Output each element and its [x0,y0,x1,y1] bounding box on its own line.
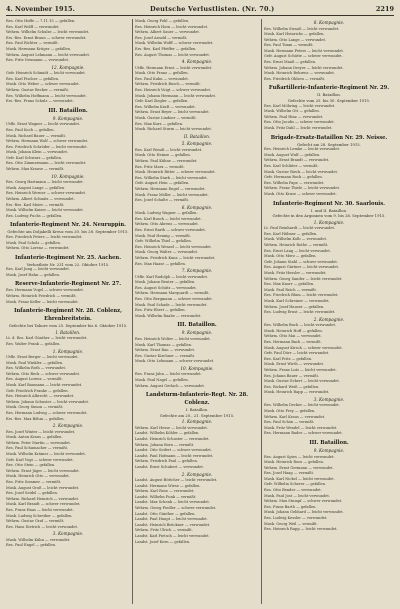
casualty-entry: Res. Josef Arnold — vermißt. [135,35,188,40]
casualty-entry: Landst. Otto Seifert — schwer verwundet. [135,448,212,453]
casualty-entry: Wehrm. Otto Beck — schwer verwundet. [6,371,81,376]
regiment-subheading: I. Bataillon. [185,407,209,413]
casualty-entry: Res. Walter Frank — gefallen. [6,341,61,346]
casualty-entry: Musk. Hermann Peters — leicht verwundet. [264,48,344,53]
casualty-entry: Gefr. Hermann Bock — gefallen. [264,175,323,180]
casualty-entry: Musk. Wilhelm Krämer — leicht verwundet. [6,452,86,457]
casualty-entry: Musk. Karl Schreiner — verwundet. [264,298,330,303]
casualty-entry: Wehrm. Friedrich Kunz — leicht verwundet. [135,255,216,260]
casualty-entry: Res. Friedrich Ohlsen — vermißt. [264,76,326,81]
casualty-entry: Ers.-Res. Karl Meier — vermißt. [6,202,65,207]
casualty-entry: Res. Josef Haag — vermißt. [264,471,315,476]
regiment-heading: III. Bataillon. [177,322,217,329]
casualty-entry: Wehrm. Otto Lange — verwundet. [264,37,327,42]
casualty-entry: Wehrm. Max Stumpf — schwer verwundet. [264,499,343,504]
casualty-entry: Musk. Heinrich Ritter — schwer verwundet. [135,170,216,175]
casualty-entry: Ers.-Res. Karl Pfeiffer — gefallen. [135,46,197,51]
casualty-entry: Res. August Spies — leicht verwundet. [264,454,335,459]
regiment-heading: Infanterie-Regiment Nr. 30. Saarlouis. [273,200,385,207]
casualty-entry: Landst. Karl Pietsch — leicht verwundet. [135,534,210,539]
company-heading: 10. Kompagnie. [180,365,214,371]
casualty-entry: Wehrm. August Lehmann — leicht verwundet. [6,52,91,57]
casualty-entry: Musk. Gustav Rieck — leicht verwundet. [264,169,339,174]
casualty-entry: Res. Karl Busch — leicht verwundet. [135,216,202,221]
casualty-entry: Wehrm. Ernst Rau — verwundet. [135,348,196,353]
casualty-entry: Res. Hermann Ludwig — schwer verwundet. [6,410,88,415]
company-heading: 3. Kompagnie. [313,396,345,402]
casualty-entry: Res. August Lorenz — vermißt. [6,377,63,382]
casualty-entry: Landst. Heinrich Brückner — verwundet. [135,522,211,527]
casualty-entry: Res. Franz Jahn — leicht verwundet. [135,372,202,377]
casualty-entry: Ers.-Res. Ernst Braun — schwer verwundet. [6,35,87,40]
casualty-entry: Musk. Johann Reuter — gefallen. [135,280,196,285]
casualty-entry: Musk. Hermann Krüger — gefallen. [6,46,72,51]
casualty-entry: Wehrm. August Gerlach — verwundet. [135,383,206,388]
regiment-heading: III. Bataillon. [48,107,88,114]
casualty-entry: Res. Paul Timm — vermißt. [264,43,314,48]
casualty-entry: Landst. Otto Günther — gefallen. [135,511,196,516]
casualty-entry: Wehrm. Otto Ahrens — verwundet. [135,222,199,227]
casualty-entry: Musk. Wilhelm Kolb — verwundet. [264,237,328,242]
company-heading: 9. Kompagnie. [313,448,345,453]
casualty-entry: Wehrm. Georg Sander — leicht verwundet. [264,276,343,281]
casualty-entry: Wehrm. Albert Schmitz — verwundet. [6,196,75,201]
regiment-subheading: Gefecht am 28. September 1915. [297,141,361,147]
casualty-entry: Res. August Thomas — leicht verwundet. [135,52,210,57]
casualty-entry: Wehrm. Hermann Marquardt — vermißt. [135,291,210,296]
casualty-entry: Musk. Karl Nickel — leicht verwundet. [264,476,335,481]
casualty-entry: Res. Richard Weiß — gefallen. [264,384,320,389]
casualty-entry: Lt. d. Res. Karl Günther — leicht verwundet. [6,336,88,341]
casualty-entry: Res. Paul Engel — gefallen. [6,543,57,548]
casualty-entry: Musk. Otto Lehmann — schwer verwundet. [135,359,215,364]
casualty-entry: Musk. Johann Hermann — leicht verwundet. [135,93,217,98]
casualty-entry: Musk. Otto Franz — gefallen. [135,71,189,76]
casualty-entry: Wehrm. Gustav Becker — vermißt. [6,88,70,93]
casualty-entry: Wehrm. Otto Mai — verwundet. [264,334,322,339]
casualty-entry: Gefr. Friedrich Franke — gefallen. [6,388,69,393]
company-heading: 6. Kompagnie. [181,204,213,210]
casualty-entry: Res. Wilhelm Kraft — verwundet. [135,104,196,109]
casualty-entry: Res. Paul Schumacher — vermißt. [6,446,69,451]
casualty-entry: Utffz. Ernst Berger — leicht verwundet. [6,355,79,360]
casualty-entry: Wehrm. Hermann Wolf — schwer verwundet. [6,139,89,144]
company-heading: 9. Kompagnie. [52,115,84,121]
casualty-entry: Landst. Paul Haupt — leicht verwundet. [135,517,208,522]
casualty-entry: Gefr. Karl Ziegler — gefallen. [135,99,189,104]
casualty-entry: Wehrm. Friedrich Paul — gefallen. [135,459,198,464]
casualty-entry: Wehrm. Ernst Brandt — verwundet. [264,158,330,163]
casualty-entry: Musk. Otto Merz — gefallen. [264,254,317,259]
casualty-entry: Musk. Anton Kraus — gefallen. [6,435,63,440]
casualty-entry: Musk. Karl Thomas — gefallen. [135,342,193,347]
regiment-heading: Fußartillerie-Infanterie-Regiment Nr. 29. [268,85,390,92]
casualty-entry: Wehrm. Franz Lutz — leicht verwundet. [264,367,337,372]
casualty-entry: Wehrm. Friedrich Busch — vermißt. [135,82,201,87]
casualty-entry: Wehrm. Georg Fiedler — schwer verwundet. [135,506,217,511]
casualty-entry: Musk. Wilhelm Raabe — verwundet. [135,313,202,318]
page-header [6,3,394,16]
casualty-entry: Wehrm. Karl Kraus — verwundet. [264,414,326,419]
casualty-entry: Gefr. Wilhelm Scherer — gefallen. [264,482,327,487]
casualty-entry: Landst. Josef Kern — gefallen. [135,539,191,544]
regiment-heading: Landsturm-Infanterie-Regt. Nr. 28. Coblenz. [145,392,249,407]
casualty-entry: Wehrm. Ernst Germann — verwundet. [264,465,334,470]
casualty-entry: Musk. August Groß — leicht verwundet. [6,485,80,490]
casualty-entry: Res. Otto Bender — verwundet. [264,488,322,493]
casualty-entry: Musk. Fritz Dahl — leicht verwundet. [264,126,333,130]
casualty-entry: Res. Heinrich Horn — leicht verwundet. [135,24,209,29]
company-heading: 12. Kompagnie. [51,64,85,70]
casualty-entry: Musk. Karl Baumann — leicht verwundet. [6,383,83,387]
company-heading: 4. Kompagnie. [181,59,213,65]
casualty-entry: Res. August Gärtner — leicht verwundet. [264,265,340,270]
casualty-entry: Res. Wilhelm Strauß — leicht verwundet. [264,26,340,31]
casualty-entry: Res. Josef Schulte — vermißt. [135,198,190,203]
casualty-entry: Utffz. Hermann Ernst — leicht verwundet. [135,65,213,70]
casualty-entry: Res. Gustav Kirchner — vermißt. [135,353,196,358]
casualty-entry: Musk. Johann Gebhard — leicht verwundet. [264,510,344,515]
casualty-entry: Res. Karl Jung — leicht verwundet. [6,267,70,272]
casualty-entry: Gefr. Paul Dörr — leicht verwundet. [264,351,330,356]
casualty-entry: Gefr. Heinrich Schmidt — leicht verwundet. [6,71,86,76]
casualty-entry: Res. Wilhelm Hoffmann — leicht verwundet. [6,93,87,98]
casualty-entry: Res. Hermann Bach — vermißt. [264,340,322,344]
company-heading: I. Bataillon. [55,329,81,335]
casualty-entry: Res. Wilhelm Stark — leicht verwundet. [135,175,208,180]
casualty-entry: Wehrm. Gustav Graf — vermißt. [6,519,65,524]
casualty-entry: Musk. Heinrich Hoff — gefallen. [264,328,323,333]
casualty-entry: Res. Fritz Marx — vermißt. [135,164,185,169]
casualty-entry: Musk. Paul Jost — leicht verwundet. [264,493,331,498]
casualty-entry: Musk. Georg Pohl — gefallen. [135,19,190,23]
casualty-entry: Res. Franz Barth — gefallen. [264,504,317,509]
regiment-subheading: Verlustliste Nr. 231 vom 22. Oktober 1915. [26,261,110,267]
casualty-entry: Res. Ernst Barth — schwer verwundet. [135,228,207,232]
page-number: 2219 [375,5,394,13]
casualty-entry: Res. Josef Seidel — gefallen. [6,491,58,496]
casualty-entry: Res. Paul Richter — vermißt. [6,41,59,46]
casualty-entry: Landst. August Böttcher — leicht verwundet. [135,478,218,483]
casualty-entry: Res. Friedrich Schröder — leicht verwundet. [6,144,88,149]
casualty-entry: Res. Heinrich Albrecht — verwundet. [6,394,75,399]
casualty-entry: Ers.-Res. Max Böhm — gefallen. [6,416,65,421]
casualty-entry: Musk. Otto Weber — schwer verwundet. [6,82,80,87]
casualty-entry: Res. Wilhelm Pape — verwundet. [264,180,325,185]
casualty-entry: Musk. Gustav Lindner — vermißt. [135,116,197,120]
casualty-entry: Landst. Max Schenk — leicht verwundet. [135,500,210,505]
casualty-entry: Wehrm. Johann Born — vermißt. [135,442,195,447]
casualty-entry: Musk. Georg Walter — verwundet. [135,250,199,255]
company-heading: 5. Kompagnie. [181,141,213,147]
casualty-entry: Musk. Josef Hahn — gefallen. [6,272,60,277]
casualty-entry: Musk. August Wulf — gefallen. [264,152,321,157]
casualty-entry: Musk. Karl Heinrichs — gefallen. [264,32,325,37]
newspaper-page [6,3,394,606]
casualty-entry: Res. Karl Hübner — gefallen. [264,231,318,236]
casualty-entry: Musk. Ludwig Schreiber — gefallen. [6,513,73,518]
regiment-subheading: Gefechte am Doljakelli Kreuz vom 20. bis 28. September 1915. [7,229,129,235]
column-divider [132,19,133,604]
casualty-entry: Wehrm. Paul Kühne — verwundet. [135,158,198,163]
casualty-entry: Wehrm. Johann Dreyer — leicht verwundet. [264,65,344,70]
casualty-entry: Wehrm. Paul Hinz — verwundet. [264,114,324,119]
casualty-entry: Res. Wilhelm Decker — leicht verwundet. [264,403,340,408]
casualty-entry: Res. August Schütz — verwundet. [135,285,197,290]
casualty-entry: Wehrm. Ernst Jäger — leicht verwundet. [6,468,80,473]
text-column-3 [264,19,394,604]
casualty-entry: Wehrm. Peter Martin — verwundet. [6,440,71,445]
casualty-entry: Res. Ernst Lang — leicht verwundet. [264,248,332,253]
regiment-subheading: I. und II. Bataillon. [310,207,348,213]
casualty-entry: Res. Paul Schön — vermißt. [264,420,315,425]
regiment-heading: Infanterie-Regiment Nr. 25. Aachen. [14,254,122,261]
regiment-subheading: II. Bataillon. [317,92,341,98]
casualty-entry: Musk. Karl Brandt — schwer verwundet. [6,502,81,507]
casualty-entry: Landst. Hermann Wiese — gefallen. [135,483,201,488]
casualty-entry: Landst. Wilhelm Köhler — gefallen. [135,431,200,436]
casualty-entry: Wehrm. Ernst Beyer — leicht verwundet. [135,110,210,115]
casualty-entry: Musk. Paul Scholz — gefallen. [6,240,61,245]
casualty-entry: Musk. Paul Schade — leicht verwundet. [135,302,208,307]
casualty-entry: Res. Otto Bergmann — schwer verwundet. [135,297,213,302]
casualty-entry: Gefr. August Schütte — schwer verwundet. [264,54,343,59]
casualty-entry: Musk. Paul Nagel — gefallen. [135,377,189,382]
company-heading: 2. Kompagnie. [52,423,84,429]
regiment-subheading: Gefechte vom 25. bis 30. September 1915. [287,98,371,104]
text-column-1 [6,19,130,604]
casualty-entry: Musk. Heinrich Roos — gefallen. [264,460,324,465]
casualty-entry: Res. Otto Hoffe — 7.11.15 — gefallen. [6,19,76,23]
casualty-entry: Wehrm. Richard Heinrich — verwundet. [6,496,80,501]
casualty-entry: Gefr. August Hein — gefallen. [135,181,190,186]
casualty-entry: Res. Georg Hartmann — leicht verwundet. [6,180,84,185]
casualty-entry: Wehrm. Otto Lorenz — verwundet. [6,246,70,251]
header-title: Deutsche Verlustlisten. (Nr. 70.) [150,5,275,13]
casualty-entry: Res. Karl Möhring — leicht verwundet. [264,103,336,108]
casualty-entry: Landst. Heinrich Schuster — verwundet. [135,437,210,442]
casualty-entry: Res. Paul Koch — gefallen. [6,127,55,132]
casualty-entry: Res. Ernst Maaß — gefallen. [264,60,317,65]
company-heading: 1. Kompagnie. [181,419,213,425]
casualty-entry: Gefr. Karl Schwarz — gefallen. [6,155,63,160]
regiment-subheading: Gefechte in den Argonnen vom 9. bis 26. September 1915. [272,213,386,219]
company-heading: 3. Kompagnie. [52,531,84,537]
casualty-entry: Musk. Heinrich Behrens — verwundet. [264,71,335,76]
casualty-entry: Res. Fritz Ebert — gefallen. [135,308,186,313]
casualty-entry: Musk. Georg Weil — vermißt. [264,521,318,526]
casualty-entry: Utffz. Ernst Wagner — leicht verwundet. [6,122,81,127]
casualty-entry: Musk. Richard Bauer — vermißt. [6,133,67,138]
casualty-entry: Res. Paul Kuhn — verwundet. [135,76,189,81]
company-heading: 7. Kompagnie. [181,268,213,274]
casualty-entry: Res. Karl Fritz — gefallen. [264,356,313,361]
casualty-entry: Musk. Wilhelm Wolff — schwer verwundet. [135,41,214,46]
regiment-heading: Brigade-Ersatz-Bataillon Nr. 29. Neisse. [270,134,388,141]
casualty-entry: Res. Heinrich Lemke — leicht verwundet. [264,147,341,152]
casualty-entry: Musk. Georg Simon — vermißt. [6,405,64,410]
casualty-entry: Musk. Franz Keller — leicht verwundet. [6,299,79,304]
company-heading: 9. Kompagnie. [181,330,213,336]
casualty-entry: Res. Friedrich Peters — leicht verwundet. [6,234,83,239]
casualty-entry: Res. Max Knorr — gefallen. [264,282,315,287]
casualty-entry: Res. Otto Jacobs — schwer verwundet. [264,120,335,125]
casualty-entry: Wehrm. Wilhelm Schulze — leicht verwundet. [6,30,90,35]
regiment-heading: Infanterie-Regiment Nr. 28. Coblenz, Ehrenbreitstein. [14,308,122,323]
casualty-entry: Res. Hermann Bader — schwer verwundet. [264,431,343,436]
casualty-entry: Musk. Franz Möller — leicht verwundet. [135,192,209,197]
casualty-entry: Musk. Johann Klein — verwundet. [6,150,69,155]
casualty-entry: Res. Karl Schlüter — vermißt. [264,163,319,168]
casualty-entry: Gefr. Karl Vogt — schwer verwundet. [6,457,74,462]
casualty-entry: Musk. Paul Reich — vermißt. [264,287,317,292]
casualty-entry: Res. Max Kurz — gefallen. [135,121,184,126]
casualty-entry: Wehrm. Johann Schuster — leicht verwundet. [6,399,90,404]
casualty-entry: Wehrm. Josef Hauser — gefallen. [264,304,325,309]
casualty-entry: Res. Otto Stein — gefallen. [6,463,56,468]
column-divider [261,19,262,604]
casualty-entry: Res. Heinrich Voigt — schwer verwundet. [135,88,212,93]
casualty-entry: Res. Karl Wendt — leicht verwundet. [135,147,203,152]
casualty-entry: Musk. Heinrich Rapp — verwundet. [264,390,330,395]
casualty-entry: Wehrm. Karl Hesse — leicht verwundet. [135,425,208,430]
regiment-heading: III. Bataillon. [309,440,349,446]
regiment-heading: Infanterie-Regiment Nr. 24. Neuruppin. [10,222,126,229]
casualty-entry: Res. Max Haase — gefallen. [135,261,187,266]
casualty-entry: Musk. Ludwig Wagner — gefallen. [135,211,198,216]
casualty-entry: Gefr. Wilhelm Thiel — gefallen. [135,239,192,244]
casualty-entry: Res. Ludwig Fuchs — gefallen. [6,213,63,218]
regiment-subheading: Gefechte am 20., 21. September 1915. [159,412,235,418]
casualty-entry: Musk. Fritz Hessler — verwundet. [264,270,327,275]
company-heading: 1. Kompagnie. [313,219,345,225]
header-date: 4. November 1915. [6,5,75,13]
casualty-entry: Res. Hermann Vogel — schwer verwundet. [6,288,84,293]
company-heading: 8. Kompagnie. [313,20,345,25]
company-heading: 1. Kompagnie. [52,348,84,354]
casualty-entry: Landst. Wilhelm Funk — vermißt. [135,494,197,499]
casualty-entry: Musk. Otto Kruse — schwer verwundet. [264,191,337,196]
casualty-entry: Wehrm. Karl Rose — verwundet. [135,489,195,494]
casualty-entry: Wehrm. Heinrich Friedrich — vermißt. [6,294,77,299]
casualty-entry: Res. Heinrich Rupp — leicht verwundet. [264,527,338,532]
company-heading: 2. Kompagnie. [313,316,345,322]
casualty-entry: Res. Wilhelm Buch — leicht verwundet. [264,323,337,328]
casualty-entry: Wehrm. Hermann Engel — verwundet. [135,186,206,191]
casualty-entry: Lt. Paul Reinhardt — leicht verwundet. [264,226,336,231]
casualty-entry: Res. Hans Dietrich — leicht verwundet. [6,524,79,529]
casualty-entry: Musk. Paul Hennig — vermißt. [135,233,191,238]
casualty-entry: Res. Fritz Neumann — verwundet. [6,58,70,63]
casualty-entry: Res. Friedrich Blum — leicht verwundet. [264,293,339,298]
casualty-entry: Wehrm. Franz Thiele — leicht verwundet. [264,186,341,191]
casualty-entry: Res. Wilhelm Roth — verwundet. [6,366,67,371]
casualty-entry: Res. Karl Fischer — gefallen. [6,76,60,81]
casualty-entry: Res. Fritz Sommer — vermißt. [6,480,62,484]
casualty-entry: Wehrm. Max Krause — vermißt. [6,167,65,172]
casualty-entry: Ers.-Res. Franz Schulz — verwundet. [6,99,74,104]
casualty-entry: Res. Franz Haas — leicht verwundet. [6,507,74,512]
company-heading: II. Bataillon. [183,133,211,139]
casualty-entry: Wehrm. Fritz Ulrich — vermißt. [135,528,193,533]
casualty-entry: Gefr. Johann Stahl — schwer verwundet. [264,259,338,264]
company-heading: 2. Kompagnie. [181,471,213,477]
casualty-entry: Musk. Wilhelm Ott — gefallen. [264,109,320,114]
casualty-entry: Res. Ludwig Kessler — verwundet. [264,516,328,521]
text-column-2 [135,19,259,604]
casualty-entry: Res. Josef Winter — leicht verwundet. [6,429,76,434]
company-heading: 10. Kompagnie. [51,173,85,179]
casualty-entry: Musk. Heinrich Otto — verwundet. [6,474,70,479]
casualty-entry: Res. Johann Bauer — vermißt. [264,373,320,378]
casualty-entry: Wehrm. Albert Sauer — verwundet. [135,30,200,35]
casualty-entry: Res. Heinrich Werner — schwer verwundet. [6,191,87,196]
casualty-entry: Musk. Ernst Wirth — verwundet. [264,362,325,367]
casualty-entry: Musk. Otto Frey — gefallen. [264,409,316,414]
casualty-entry: Musk. Richard Sturm — leicht verwundet. [135,127,212,132]
casualty-entry: Musk. August Kirsch — schwer verwundet. [264,345,343,350]
casualty-entry: Landst. Ernst Schubert — verwundet. [135,465,204,469]
casualty-entry: Musk. Paul Winkler — gefallen. [6,360,64,365]
casualty-entry: Res. Heinrich Wenzel — leicht verwundet. [135,244,212,249]
regiment-heading: Reserve-Infanterie-Regiment Nr. 27. [14,281,122,288]
casualty-entry: Res. Ludwig Ernst — leicht verwundet. [264,310,336,315]
casualty-entry: Musk. Gustav Eckert — leicht verwundet. [264,379,341,384]
casualty-entry: Musk. Fritz Wendel — leicht verwundet. [264,425,338,430]
casualty-entry: Res. Heinrich Wolter — leicht verwundet. [135,336,211,341]
casualty-entry: Musk. Otto Heinze — gefallen. [135,153,191,158]
regiment-subheading: Gefechte bei Tahure vom 25. September bis 6. Oktober 1915. [8,323,128,329]
casualty-entry: Musk. August Lange — gefallen. [6,185,66,190]
casualty-entry: Musk. Wilhelm Kühn — verwundet. [6,537,71,542]
casualty-entry: Utffz. Karl Rudolph — leicht verwundet. [135,274,209,279]
casualty-entry: Landst. Paul Hofmann — leicht verwundet. [135,453,214,458]
casualty-entry: Res. Karl Wolff — verwundet. [6,24,60,29]
casualty-entry: Res. Otto Zimmermann — leicht verwundet. [6,161,87,166]
casualty-entry: Wehrm. Heinrich Rothe — vermißt. [264,243,329,247]
casualty-entry: Musk. Wilhelm Kaiser — leicht verwundet. [6,208,84,213]
